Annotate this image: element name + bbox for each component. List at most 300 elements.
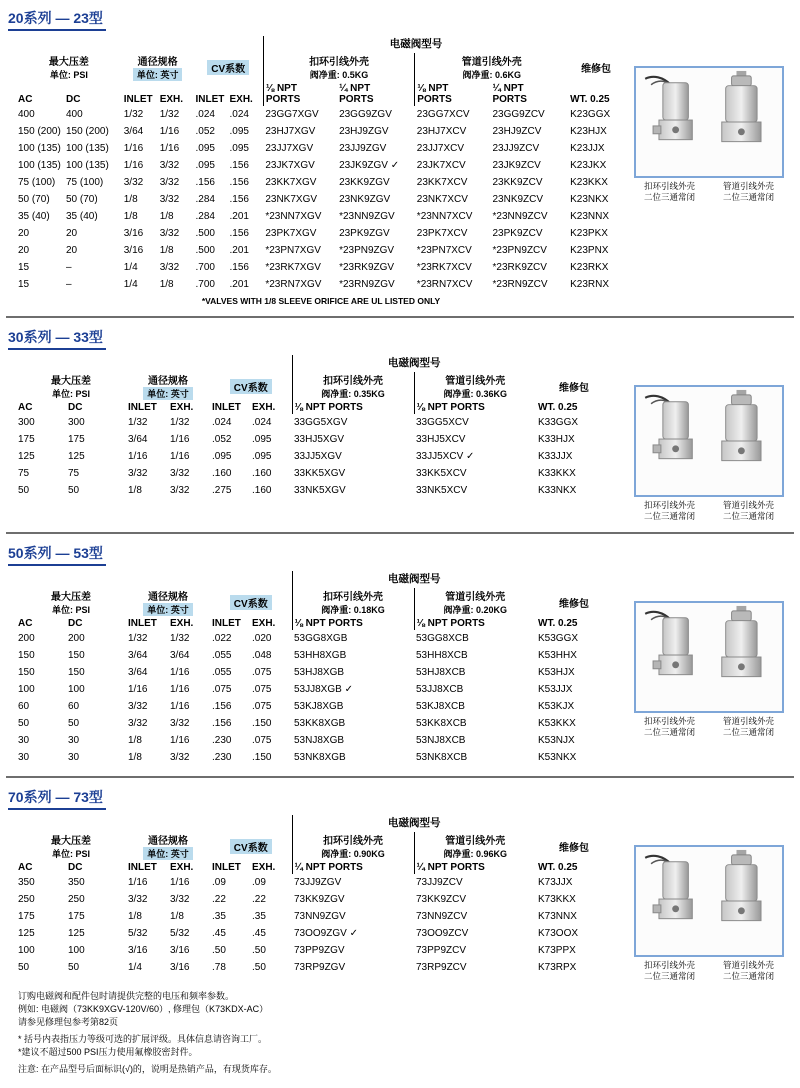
spec-value: .500 <box>195 228 215 239</box>
repair-kit-number: K53NJX <box>538 735 575 747</box>
spec-value: 1/16 <box>170 684 190 696</box>
repair-kit-number: K53KJX <box>538 701 575 713</box>
spec-value: 300 <box>18 417 35 428</box>
caption-line: 二位三通常闭 <box>722 192 774 203</box>
spec-value: .156 <box>229 160 249 171</box>
model-number: 33GG5XGV <box>294 417 348 428</box>
repair-kit-number: K23PKX <box>570 228 608 239</box>
label: 扣环引线外壳 <box>323 836 383 848</box>
valve-photo <box>637 388 781 494</box>
column-heading: AC <box>18 402 33 413</box>
spec-value: 3/32 <box>159 194 180 205</box>
label: 维修包 <box>559 382 589 394</box>
spec-value: 100 (135) <box>18 143 61 154</box>
model-number: 73KK9ZCV <box>416 894 467 906</box>
port-heading <box>415 83 491 106</box>
spec-table-container <box>6 355 624 499</box>
product-photo <box>634 66 784 178</box>
label: ¼ NPT PORTS <box>294 862 363 874</box>
label: PORTS <box>492 94 527 105</box>
table-row <box>16 874 612 891</box>
spec-value: 3/32 <box>128 701 148 713</box>
column-heading: INLET <box>212 618 241 630</box>
model-number: 23GG7XGV <box>265 109 319 120</box>
spec-value: .156 <box>212 718 232 730</box>
spec-value: .201 <box>229 245 249 256</box>
model-number: 33HJ5XCV <box>416 434 466 445</box>
spec-value: 1/8 <box>128 911 142 923</box>
label: 阀净重: 0.6KG <box>462 70 521 80</box>
repair-kit-number: K53HJX <box>538 667 575 679</box>
model-number: 73RP9ZCV <box>416 962 467 974</box>
spec-value: 50 <box>18 962 30 974</box>
spec-value: 15 <box>18 262 30 273</box>
spec-value: .45 <box>212 928 226 940</box>
model-number: *23RN9ZCV <box>492 279 548 290</box>
model-number: *23RK9ZCV <box>492 262 547 273</box>
spec-value: .35 <box>252 911 266 923</box>
spec-value: .095 <box>252 434 272 445</box>
repair-kit-number: K23NKX <box>570 194 609 205</box>
model-number: 23HJ9ZCV <box>492 126 542 137</box>
table-row <box>16 123 624 140</box>
repair-kit-number: K73NNX <box>538 911 577 923</box>
spec-value: 50 <box>68 485 80 496</box>
pressure-heading <box>16 53 122 83</box>
note-line: 请参见修理包参考第82页 <box>18 1017 119 1028</box>
pipe-size-heading <box>122 53 194 83</box>
spec-value: 150 <box>68 650 85 662</box>
model-number: 53HJ8XGB <box>294 667 345 679</box>
spec-value: .45 <box>252 928 266 940</box>
spec-value: 1/16 <box>159 143 180 154</box>
spec-value: 1/16 <box>170 451 190 462</box>
spec-value: 125 <box>18 451 35 462</box>
model-number: 23GG7XCV <box>416 109 470 120</box>
spec-value: .075 <box>252 701 272 713</box>
label: 管道引线外壳 <box>445 592 506 604</box>
repair-kit-number: K23NNX <box>570 211 610 222</box>
model-number: 53JJ8XGB ✓ <box>294 684 353 696</box>
column-heading: EXH. <box>170 402 194 413</box>
photo-captions <box>630 500 788 522</box>
label: 通径规格 <box>148 592 188 604</box>
model-number: 23KK7XGV <box>265 177 317 188</box>
valve-photo <box>637 604 781 710</box>
spec-value: 100 <box>18 945 35 957</box>
spec-value: .024 <box>195 109 215 120</box>
repair-kit-number: K33HJX <box>538 434 575 445</box>
model-number: 23PK7XGV <box>265 228 317 239</box>
spec-value: 30 <box>18 735 30 747</box>
model-number: 23JJ9ZCV <box>492 143 540 154</box>
model-number: 33JJ5XGV <box>294 451 342 462</box>
label: 阀净重: 0.96KG <box>443 849 507 860</box>
table-row <box>16 140 624 157</box>
model-number: *23RN9ZGV <box>339 279 395 290</box>
spec-value: .024 <box>229 109 249 120</box>
column-heading: AC <box>18 862 33 874</box>
repair-kit-number: K23GGX <box>570 109 611 120</box>
model-number: 23JJ9ZGV <box>339 143 387 154</box>
spec-value: .156 <box>229 194 249 205</box>
spec-value: .156 <box>212 701 232 713</box>
caption-line: 二位三通常闭 <box>643 727 695 738</box>
kit-weight-heading: WT. 0.25 <box>538 862 578 874</box>
spec-value: 1/16 <box>128 684 148 696</box>
spec-value: .230 <box>212 735 232 747</box>
port-heading <box>414 618 536 630</box>
label: PORTS <box>339 94 374 105</box>
caption-line: 管道引线外壳 <box>722 716 774 727</box>
spec-value: 250 <box>18 894 35 906</box>
model-number: 53NK8XCB <box>416 752 468 764</box>
spec-value: – <box>65 279 72 290</box>
spec-value: .095 <box>195 160 215 171</box>
column-heading-row <box>16 402 612 414</box>
column-heading: DC <box>65 94 81 105</box>
spec-value: 1/4 <box>123 262 138 273</box>
label: ⅛ NPT PORTS <box>416 402 485 413</box>
table-row <box>16 482 612 499</box>
model-number: 23KK9ZCV <box>492 177 543 188</box>
product-image-column <box>624 571 794 738</box>
label: 扣环引线外壳 <box>323 376 383 387</box>
model-number: 23JK7XCV <box>416 160 466 171</box>
model-number: 23GG9ZCV <box>492 109 545 120</box>
label: ⅛ NPT PORTS <box>416 618 485 630</box>
spec-value: .160 <box>252 485 272 496</box>
spec-value: 3/32 <box>170 718 190 730</box>
port-heading <box>292 402 414 414</box>
table-row <box>16 925 612 942</box>
model-number: 73PP9ZGV <box>294 945 345 957</box>
spec-value: 60 <box>68 701 80 713</box>
spec-value: 3/32 <box>170 485 190 496</box>
photo-caption-conduit <box>709 500 788 522</box>
column-heading: AC <box>18 94 33 105</box>
spec-value: .700 <box>195 262 215 273</box>
model-number: 23HJ9ZGV <box>339 126 389 137</box>
spec-value: 400 <box>65 109 83 120</box>
spec-value: 1/8 <box>170 911 184 923</box>
model-number: 23JK9ZCV <box>492 160 541 171</box>
model-number: 53HJ8XCB <box>416 667 466 679</box>
spec-value: .156 <box>229 228 249 239</box>
spec-value: 35 (40) <box>18 211 50 222</box>
housing-group-heading <box>292 372 414 402</box>
spec-value: .22 <box>252 894 266 906</box>
model-number: 23NK7XCV <box>416 194 468 205</box>
column-heading: AC <box>18 618 33 630</box>
model-number: 53JJ8XCB <box>416 684 464 696</box>
spec-value: 5/32 <box>128 928 148 940</box>
spec-value: .160 <box>252 468 272 479</box>
header-row <box>16 355 612 372</box>
product-image-column <box>624 36 794 203</box>
spec-value: 30 <box>68 735 80 747</box>
model-number: 73NN9ZGV <box>294 911 346 923</box>
repair-kit-number: K23JJX <box>570 143 605 154</box>
table-row <box>16 448 612 465</box>
spec-value: 3/32 <box>128 468 148 479</box>
spec-value: .78 <box>212 962 226 974</box>
photo-caption-conduit <box>709 716 788 738</box>
label: ⅛ NPT <box>417 83 449 94</box>
model-number: 53NJ8XCB <box>416 735 466 747</box>
model-number: *23PN7XCV <box>416 245 472 256</box>
repair-kit-number: K53HHX <box>538 650 577 662</box>
caption-line: 二位三通常闭 <box>722 971 774 982</box>
housing-group-heading <box>415 53 568 83</box>
spec-value: .09 <box>212 877 226 889</box>
spec-value: 300 <box>68 417 85 428</box>
product-photo <box>634 385 784 497</box>
table-row <box>16 191 624 208</box>
spec-value: .500 <box>195 245 215 256</box>
table-row <box>16 259 624 276</box>
spec-value: 200 <box>68 633 85 645</box>
spec-value: 50 (70) <box>65 194 98 205</box>
spec-value: 3/32 <box>128 894 148 906</box>
spec-value: .075 <box>252 735 272 747</box>
column-heading: EXH. <box>170 618 194 630</box>
spec-value: 3/16 <box>123 245 144 256</box>
spec-value: 3/16 <box>170 962 190 974</box>
note-line: * 括号内表指压力等级可选的扩展评级。具体信息请咨询工厂。 <box>18 1034 268 1045</box>
repair-kit-heading <box>568 53 624 83</box>
pipe-size-heading <box>126 832 210 862</box>
spec-value: 175 <box>68 911 85 923</box>
spec-value: 1/8 <box>159 211 174 222</box>
spec-value: 100 (135) <box>65 143 109 154</box>
spec-value: 150 <box>68 667 85 679</box>
spec-value: 1/16 <box>123 143 144 154</box>
model-number: 23NK9ZGV <box>339 194 391 205</box>
column-heading-row <box>16 83 624 106</box>
housing-group-heading <box>263 53 414 83</box>
spec-value: 60 <box>18 701 30 713</box>
label: ¼ NPT <box>492 83 524 94</box>
label: 阀净重: 0.18KG <box>321 605 385 616</box>
spec-value: .024 <box>212 417 232 428</box>
series-section-50 <box>6 532 794 770</box>
model-number: 33KK5XGV <box>294 468 346 479</box>
label: 单位: PSI <box>51 389 90 399</box>
table-row <box>16 664 612 681</box>
spec-value: 3/64 <box>170 650 190 662</box>
spec-value: .048 <box>252 650 272 662</box>
spec-value: 350 <box>68 877 85 889</box>
model-number: 73JJ9ZCV <box>416 877 463 889</box>
table-row <box>16 157 624 174</box>
model-number: 73NN9ZCV <box>416 911 468 923</box>
repair-kit-number: K53NKX <box>538 752 577 764</box>
spacer <box>16 571 292 588</box>
spec-value: .156 <box>195 177 215 188</box>
spec-value: 3/16 <box>170 945 190 957</box>
spec-value: .50 <box>252 962 266 974</box>
table-footnote: *VALVES WITH 1/8 SLEEVE ORIFICE ARE UL LISTED ONLY <box>201 296 441 306</box>
model-number: 73OO9ZGV ✓ <box>294 928 358 940</box>
label: 阀净重: 0.36KG <box>443 389 507 399</box>
spec-value: 200 <box>18 633 35 645</box>
spec-value: .095 <box>229 143 249 154</box>
spec-value: 50 <box>68 718 80 730</box>
column-heading: DC <box>68 862 83 874</box>
header-row <box>16 815 612 832</box>
spec-value: .150 <box>252 752 272 764</box>
column-heading: INLET <box>128 618 157 630</box>
spec-value: .284 <box>195 194 215 205</box>
column-heading: INLET <box>212 402 241 413</box>
model-number: 73KK9ZGV <box>294 894 345 906</box>
housing-group-heading <box>292 588 414 618</box>
repair-kit-number: K73PPX <box>538 945 576 957</box>
series-section-20 <box>6 4 794 310</box>
column-heading: DC <box>68 618 83 630</box>
label: 扣环引线外壳 <box>309 57 370 68</box>
column-heading: INLET <box>128 402 157 413</box>
caption-line: 扣环引线外壳 <box>643 716 695 727</box>
label: 阀净重: 0.90KG <box>321 849 385 860</box>
model-number: 23PK9ZGV <box>339 228 390 239</box>
spec-value: 1/8 <box>128 485 142 496</box>
repair-kit-heading <box>536 832 612 862</box>
spec-value: 150 <box>18 650 35 662</box>
label: ⅛ NPT <box>265 83 297 94</box>
model-number: *23NN9ZCV <box>492 211 548 222</box>
spec-value: 20 <box>65 245 78 256</box>
model-number: 53GG8XCB <box>416 633 469 645</box>
spec-value: .284 <box>195 211 215 222</box>
repair-kit-number: K23KKX <box>570 177 608 188</box>
label: CV系数 <box>230 379 272 394</box>
port-heading <box>292 862 414 874</box>
spec-value: 100 <box>68 684 85 696</box>
label: 维修包 <box>559 842 589 854</box>
label: 通径规格 <box>137 57 178 68</box>
spacer <box>536 815 612 832</box>
spec-value: 3/32 <box>128 718 148 730</box>
label: 单位: 英寸 <box>133 68 183 81</box>
caption-line: 管道引线外壳 <box>722 960 774 971</box>
table-row <box>16 732 612 749</box>
model-number: 73PP9ZCV <box>416 945 467 957</box>
caption-line: 二位三通常闭 <box>722 511 774 522</box>
table-row <box>16 715 612 732</box>
model-number: 33GG5XCV <box>416 417 469 428</box>
spec-value: 75 (100) <box>65 177 104 188</box>
model-number: 23JJ7XCV <box>416 143 465 154</box>
spec-value: .700 <box>195 279 215 290</box>
spec-value: .150 <box>252 718 272 730</box>
model-number: 23KK7XCV <box>416 177 468 188</box>
label: 通径规格 <box>148 376 188 387</box>
spec-value: 3/32 <box>159 262 180 273</box>
spec-value: 3/64 <box>128 650 148 662</box>
spec-value: .052 <box>212 434 232 445</box>
spec-value: 30 <box>18 752 30 764</box>
note-line: 例如: 电磁阀（73KK9XGV-120V/60）, 修理包（K73KDX-AC） <box>18 1004 269 1015</box>
spec-value: 15 <box>18 279 30 290</box>
note-line: 注意: 在产品型号后面标识(√)的，说明是热销产品，有现货库存。 <box>18 1064 277 1075</box>
model-number: 53NJ8XGB <box>294 735 345 747</box>
port-heading <box>337 83 415 106</box>
spec-value: 1/16 <box>123 160 144 171</box>
spec-value: .022 <box>212 633 232 645</box>
spec-table-container <box>6 571 624 766</box>
label: 最大压差 <box>51 836 91 848</box>
spec-value: 125 <box>68 451 85 462</box>
spec-value: 250 <box>68 894 85 906</box>
spec-value: 150 (200) <box>18 126 61 137</box>
table-row <box>16 465 612 482</box>
model-number: 53HH8XGB <box>294 650 347 662</box>
pressure-heading <box>16 372 126 402</box>
spacer <box>536 571 612 588</box>
pipe-size-heading <box>126 372 210 402</box>
label: ¼ NPT <box>339 83 371 94</box>
series-section-30 <box>6 316 794 526</box>
cv-heading <box>210 372 292 402</box>
spec-value: 3/64 <box>128 667 148 679</box>
spec-value: 3/32 <box>159 177 180 188</box>
label: 最大压差 <box>48 57 89 68</box>
model-number: 53GG8XGB <box>294 633 348 645</box>
spec-value: 3/64 <box>128 434 148 445</box>
column-heading: EXH. <box>252 402 276 413</box>
spec-value: 1/32 <box>159 109 180 120</box>
table-row <box>16 414 612 431</box>
housing-group-heading <box>414 832 536 862</box>
model-number: *23RK7XGV <box>265 262 321 273</box>
table-row <box>16 225 624 242</box>
pressure-heading <box>16 588 126 618</box>
spec-value: 1/16 <box>159 126 180 137</box>
spec-value: 3/16 <box>128 945 148 957</box>
spec-value: 1/16 <box>128 451 148 462</box>
table-row <box>16 647 612 664</box>
spec-value: .095 <box>195 143 215 154</box>
label: 单位: 英寸 <box>143 603 193 616</box>
label: CV系数 <box>230 595 272 610</box>
repair-kit-number: K23PNX <box>570 245 609 256</box>
column-heading: EXH. <box>252 618 276 630</box>
table-row <box>16 106 624 123</box>
photo-caption-grommet <box>630 500 709 522</box>
model-number: 53HH8XCB <box>416 650 468 662</box>
label: ¼ NPT PORTS <box>416 862 485 874</box>
model-number: 23PK7XCV <box>416 228 468 239</box>
model-number: 33JJ5XCV ✓ <box>416 451 475 462</box>
label: 维修包 <box>581 63 612 75</box>
table-row <box>16 891 612 908</box>
port-heading <box>292 618 414 630</box>
table-row <box>16 959 612 976</box>
table-row <box>16 242 624 259</box>
spec-value: .095 <box>212 451 232 462</box>
spec-value: 5/32 <box>170 928 190 940</box>
section-title: 20系列 — 23型 <box>8 8 106 31</box>
photo-caption-grommet <box>630 960 709 982</box>
model-number: *23RK9ZGV <box>339 262 395 273</box>
spec-value: 1/16 <box>170 667 190 679</box>
spec-value: .50 <box>252 945 266 957</box>
spec-value: 75 <box>68 468 80 479</box>
model-number: 23JJ7XGV <box>265 143 314 154</box>
spacer <box>16 815 292 832</box>
